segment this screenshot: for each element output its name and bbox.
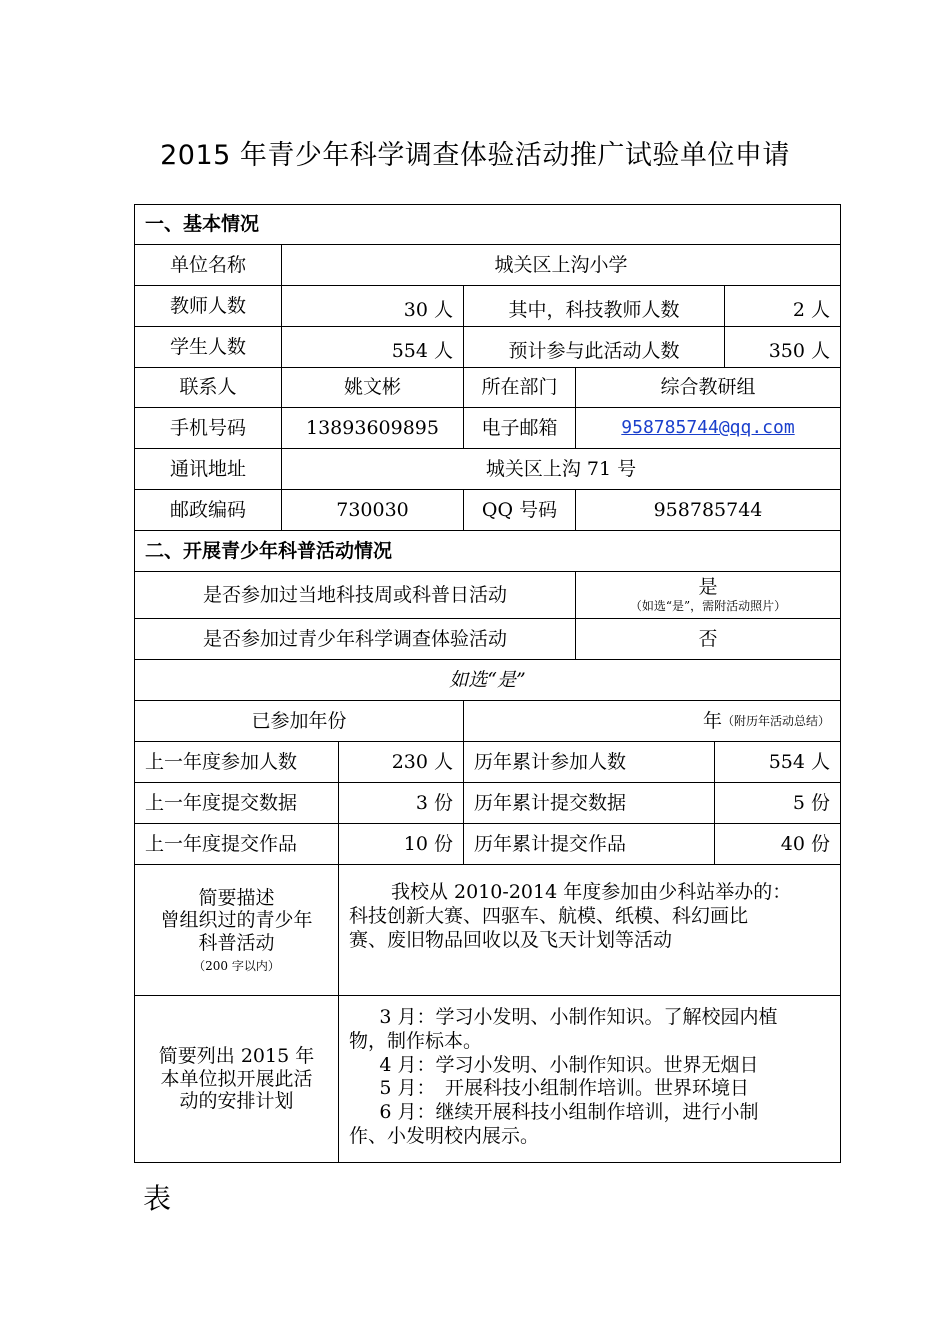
phone-value: 13893609895 (281, 407, 464, 449)
plan-label-line1: 简要列出 2015 年 (158, 1044, 315, 1067)
q1-value: 是 (698, 576, 718, 599)
plan-line6: 作、小发明校内展示。 (349, 1124, 540, 1147)
if-yes-row: 如选“是” (134, 659, 841, 701)
email-label: 电子邮箱 (463, 407, 576, 449)
plan-line4: 5 月： 开展科技小组制作培训。世界环境日 (379, 1077, 750, 1100)
expected-value: 350 人 (724, 326, 841, 368)
total-data-label: 历年累计提交数据 (463, 782, 715, 824)
years-unit: 年 (702, 709, 722, 732)
plan-line1: 3 月：学习小发明、小制作知识。了解校园内植 (379, 1006, 778, 1028)
email-link[interactable]: 958785744@qq.com (621, 417, 795, 439)
plan-label-cell (134, 995, 339, 1163)
q1-note: （如选“是”，需附活动照片） (629, 599, 787, 614)
years-note: （附历年活动总结） (721, 713, 830, 728)
description-label-line2: 曾组织过的青少年 (160, 909, 313, 932)
postcode-value: 730030 (281, 489, 464, 531)
total-participants-value: 554 人 (714, 741, 841, 783)
plan-label-line2: 本单位拟开展此活 (160, 1067, 313, 1090)
unit-name-label: 单位名称 (134, 244, 282, 286)
unit-name-value: 城关区上沟小学 (281, 244, 841, 286)
phone-label: 手机号码 (134, 407, 282, 449)
last-works-value: 10 份 (338, 823, 464, 865)
q1-answer-cell (575, 571, 841, 619)
page-title: 2015 年青少年科学调查体验活动推广试验单位申请 (160, 140, 790, 171)
plan-label-line3: 动的安排计划 (179, 1090, 294, 1113)
q1-label: 是否参加过当地科技周或科普日活动 (134, 571, 576, 619)
email-cell (575, 407, 841, 449)
sci-teachers-value: 2 人 (724, 285, 841, 327)
dept-label: 所在部门 (463, 367, 576, 408)
contact-label: 联系人 (134, 367, 282, 408)
last-data-value: 3 份 (338, 782, 464, 824)
description-label-cell (134, 864, 339, 996)
dept-value: 综合教研组 (575, 367, 841, 408)
section-activities-heading: 二、开展青少年科普活动情况 (134, 530, 841, 572)
qq-label: QQ 号码 (463, 489, 576, 531)
last-data-label: 上一年度提交数据 (134, 782, 339, 824)
description-label-note: （200 字以内） (193, 959, 280, 973)
sci-teachers-label: 其中，科技教师人数 (463, 285, 725, 327)
description-label-line3: 科普活动 (198, 932, 275, 955)
total-works-value: 40 份 (714, 823, 841, 865)
address-value: 城关区上沟 71 号 (281, 448, 841, 490)
q2-value: 否 (575, 618, 841, 660)
years-cell (463, 700, 841, 742)
section-basic-heading: 一、基本情况 (134, 204, 841, 245)
plan-line3: 4 月：学习小发明、小制作知识。世界无烟日 (379, 1053, 759, 1076)
description-content (338, 864, 841, 996)
plan-line5: 6 月：继续开展科技小组制作培训，进行小制 (379, 1101, 759, 1123)
address-label: 通讯地址 (134, 448, 282, 490)
last-works-label: 上一年度提交作品 (134, 823, 339, 865)
expected-label: 预计参与此活动人数 (463, 326, 725, 368)
teachers-value: 30 人 (281, 285, 464, 327)
students-value: 554 人 (281, 326, 464, 368)
description-line1: 我校从 2010-2014 年度参加由少科站举办的： (391, 881, 792, 903)
postcode-label: 邮政编码 (134, 489, 282, 531)
description-line2: 科技创新大赛、四驱车、航模、纸模、科幻画比 (349, 904, 749, 927)
plan-content (338, 995, 841, 1163)
description-label-line1: 简要描述 (198, 886, 275, 909)
years-label: 已参加年份 (134, 700, 464, 742)
footer-text: 表 (143, 1182, 172, 1215)
last-participants-label: 上一年度参加人数 (134, 741, 339, 783)
teachers-label: 教师人数 (134, 285, 282, 327)
students-label: 学生人数 (134, 326, 282, 368)
description-line3: 赛、废旧物品回收以及飞天计划等活动 (349, 928, 673, 951)
q2-label: 是否参加过青少年科学调查体验活动 (134, 618, 576, 660)
plan-line2: 物，制作标本。 (349, 1029, 483, 1052)
contact-value: 姚文彬 (281, 367, 464, 408)
qq-value: 958785744 (575, 489, 841, 531)
total-data-value: 5 份 (714, 782, 841, 824)
total-works-label: 历年累计提交作品 (463, 823, 715, 865)
total-participants-label: 历年累计参加人数 (463, 741, 715, 783)
last-participants-value: 230 人 (338, 741, 464, 783)
